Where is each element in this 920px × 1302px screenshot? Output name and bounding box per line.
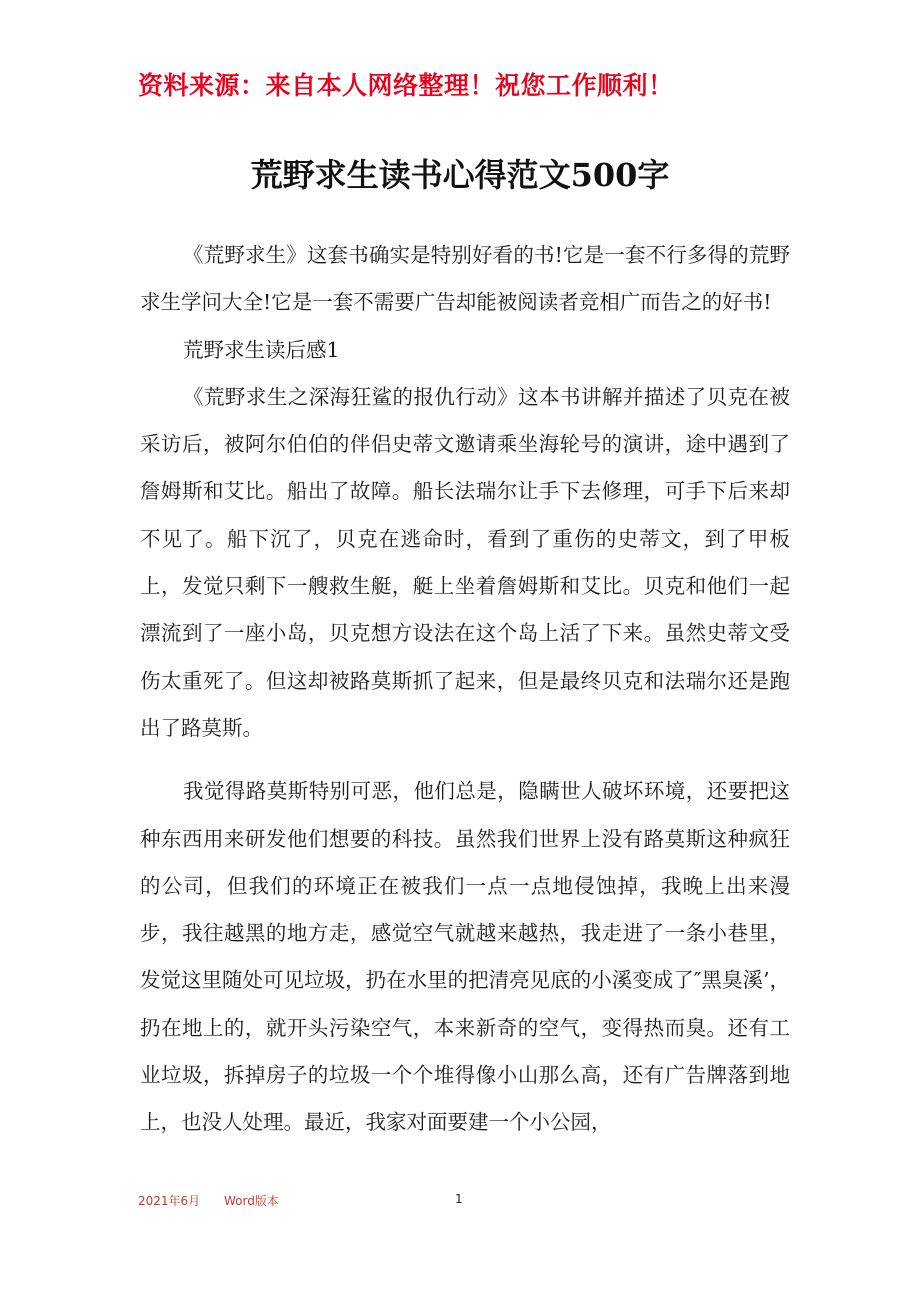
body-paragraph: 《荒野求生之深海狂鲨的报仇行动》这本书讲解并描述了贝克在被采访后，被阿尔伯伯的伴侣史蒂文邀请乘坐海轮号的演讲，途中遇到了詹姆斯和艾比。船出了故障。船长法瑞尔让手下去修理，可手下后来却不见了。船下沉了，贝克在逃命时，看到了重伤的史蒂文，到了甲板上，发觉只剩下一艘救生艇，艇上坐着詹姆斯和艾比。贝克和他们一起漂流到了一座小岛，贝克想方设法在这个岛上活了下来。虽然史蒂文受伤太重死了。但这却被路莫斯抓了起来，但是最终贝克和法瑞尔还是跑出了路莫斯。 xyxy=(140,384,790,740)
footer-date: 2021年6月 xyxy=(138,1194,201,1208)
intro-paragraph: 《荒野求生》这套书确实是特别好看的书!它是一套不行多得的荒野求生学问大全!它是一套不需要广告却能被阅读者竞相广而告之的好书! xyxy=(140,243,790,315)
document-title: 荒野求生读书心得范文500字 xyxy=(250,156,670,194)
body-paragraph: 我觉得路莫斯特别可恶，他们总是，隐瞒世人破坏环境，还要把这种东西用来研发他们想要的科技。虽然我们世界上没有路莫斯这种疯狂的公司，但我们的环境正在被我们一点一点地侵蚀掉，我晚上出来漫步，我往越黑的地方走，感觉空气就越来越热，我走进了一条小巷里，发觉这里随处可见垃圾，扔在水里的把清亮见底的小溪变成了″黑臭溪’，扔在地上的，就开头污染空气，本来新奇的空气，变得热而臭。还有工业垃圾，拆掉房子的垃圾一个个堆得像小山那么高，还有广告牌落到地上，也没人处理。最近，我家对面要建一个小公园， xyxy=(140,779,790,1135)
page-number: 1 xyxy=(455,1192,463,1206)
source-banner: 资料来源：来自本人网络整理！祝您工作顺利！ xyxy=(138,71,674,100)
footer-version: Word版本 xyxy=(224,1194,279,1208)
document-body xyxy=(140,232,790,1147)
section-heading: 荒野求生读后感1 xyxy=(183,337,340,362)
page-footer xyxy=(138,1192,538,1209)
